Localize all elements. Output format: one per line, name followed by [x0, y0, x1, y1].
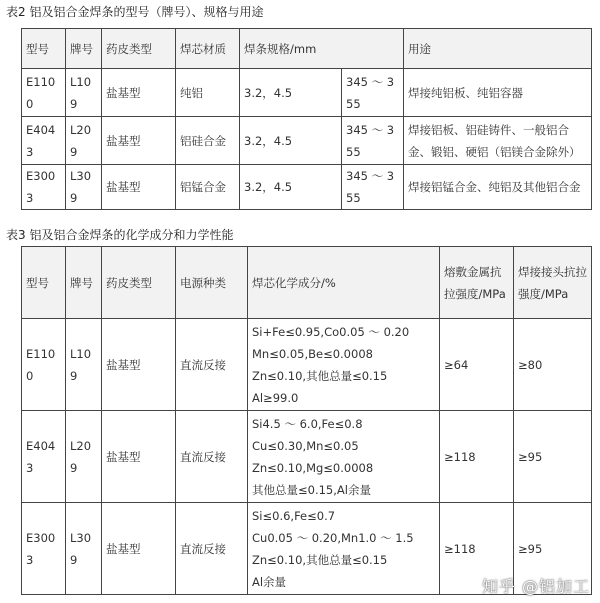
t3-cell-joint-strength: ≥95	[514, 503, 592, 595]
t3-cell-coating: 盐基型	[102, 503, 176, 595]
t3-row	[22, 319, 592, 411]
t3-cell-joint-strength: ≥95	[514, 411, 592, 503]
t2-cell-usage: 焊接纯铝板、纯铝容器	[404, 69, 592, 117]
t3-cell-power: 直流反接	[176, 319, 248, 411]
composition-line: Si4.5 ～ 6.0,Fe≤0.8	[252, 416, 363, 431]
t3-cell-deposit-strength: ≥118	[440, 411, 514, 503]
t2-cell-model: E1100	[22, 69, 66, 117]
table2	[21, 28, 592, 210]
t3-cell-joint-strength: ≥80	[514, 319, 592, 411]
t3-header-brand: 牌号	[66, 247, 102, 319]
t3-cell-brand: L109	[66, 319, 102, 411]
t3-cell-power: 直流反接	[176, 411, 248, 503]
t2-header-brand: 牌号	[66, 29, 102, 69]
composition-line: Zn≤0.10,Mg≤0.0008	[252, 460, 374, 475]
t3-header-deposit-strength: 熔敷金属抗拉强度/MPa	[440, 247, 514, 319]
t3-cell-model: E1100	[22, 319, 66, 411]
composition-line: Si+Fe≤0.95,Co0.05 ～ 0.20	[252, 324, 410, 339]
t3-header-coating: 药皮类型	[102, 247, 176, 319]
composition-line: Zn≤0.10,其他总量≤0.15	[252, 552, 388, 567]
t2-header-spec: 焊条规格/mm	[240, 29, 404, 69]
t2-cell-usage: 焊接铝板、铝硅铸件、一般铝合金、锻铝、硬铝（铝镁合金除外）	[404, 117, 592, 165]
table3-header-row	[22, 247, 592, 319]
t2-cell-length: 345 ～ 355	[342, 69, 404, 117]
t3-row	[22, 411, 592, 503]
t2-header-usage: 用途	[404, 29, 592, 69]
t3-cell-deposit-strength: ≥118	[440, 503, 514, 595]
t3-cell-brand: L309	[66, 503, 102, 595]
t2-cell-core: 纯铝	[176, 69, 240, 117]
composition-line: 其他总量≤0.15,Al余量	[252, 482, 371, 497]
t2-cell-size: 3.2，4.5	[240, 69, 342, 117]
composition-line: Si≤0.6,Fe≤0.7	[252, 508, 336, 523]
table2-header-row	[22, 29, 592, 69]
table3	[21, 246, 592, 595]
t2-cell-length: 345 ～ 355	[342, 117, 404, 165]
composition-line: Cu≤0.30,Mn≤0.05	[252, 438, 359, 453]
t2-cell-core: 铝锰合金	[176, 165, 240, 210]
t2-row	[22, 117, 592, 165]
t3-header-model: 型号	[22, 247, 66, 319]
t2-cell-brand: L309	[66, 165, 102, 210]
t3-cell-model: E3003	[22, 503, 66, 595]
t2-cell-usage: 焊接铝锰合金、纯铝及其他铝合金	[404, 165, 592, 210]
t3-cell-coating: 盐基型	[102, 411, 176, 503]
composition-line: Mn≤0.05,Be≤0.0008	[252, 346, 373, 361]
t3-cell-brand: L209	[66, 411, 102, 503]
composition-line: Zn≤0.10,其他总量≤0.15	[252, 368, 388, 383]
composition-line: Al余量	[252, 574, 287, 589]
t3-header-composition: 焊芯化学成分/%	[248, 247, 440, 319]
t2-header-coating: 药皮类型	[102, 29, 176, 69]
t2-header-model: 型号	[22, 29, 66, 69]
t2-header-core: 焊芯材质	[176, 29, 240, 69]
t3-cell-deposit-strength: ≥64	[440, 319, 514, 411]
t2-row	[22, 165, 592, 210]
t2-cell-coating: 盐基型	[102, 117, 176, 165]
composition-line: Al≥99.0	[252, 390, 299, 405]
t3-cell-composition	[248, 503, 440, 595]
table2-caption: 表2 铝及铝合金焊条的型号（牌号）、规格与用途	[6, 5, 264, 19]
composition-line: Cu0.05 ～ 0.20,Mn1.0 ～ 1.5	[252, 530, 414, 545]
t3-cell-model: E4043	[22, 411, 66, 503]
t2-cell-brand: L109	[66, 69, 102, 117]
t2-cell-model: E4043	[22, 117, 66, 165]
t2-cell-model: E3003	[22, 165, 66, 210]
watermark: 知乎 @铝加工	[481, 577, 590, 596]
t3-cell-coating: 盐基型	[102, 319, 176, 411]
t3-header-power: 电源种类	[176, 247, 248, 319]
t2-row	[22, 69, 592, 117]
t2-cell-size: 3.2，4.5	[240, 165, 342, 210]
t2-cell-length: 345 ～ 355	[342, 165, 404, 210]
table3-caption: 表3 铝及铝合金焊条的化学成分和力学性能	[6, 228, 234, 242]
t2-cell-core: 铝硅合金	[176, 117, 240, 165]
t3-cell-composition	[248, 411, 440, 503]
t3-header-joint-strength: 焊接接头抗拉强度/MPa	[514, 247, 592, 319]
t3-cell-composition	[248, 319, 440, 411]
t2-cell-coating: 盐基型	[102, 165, 176, 210]
t2-cell-coating: 盐基型	[102, 69, 176, 117]
t3-cell-power: 直流反接	[176, 503, 248, 595]
t2-cell-brand: L209	[66, 117, 102, 165]
t2-cell-size: 3.2，4.5	[240, 117, 342, 165]
